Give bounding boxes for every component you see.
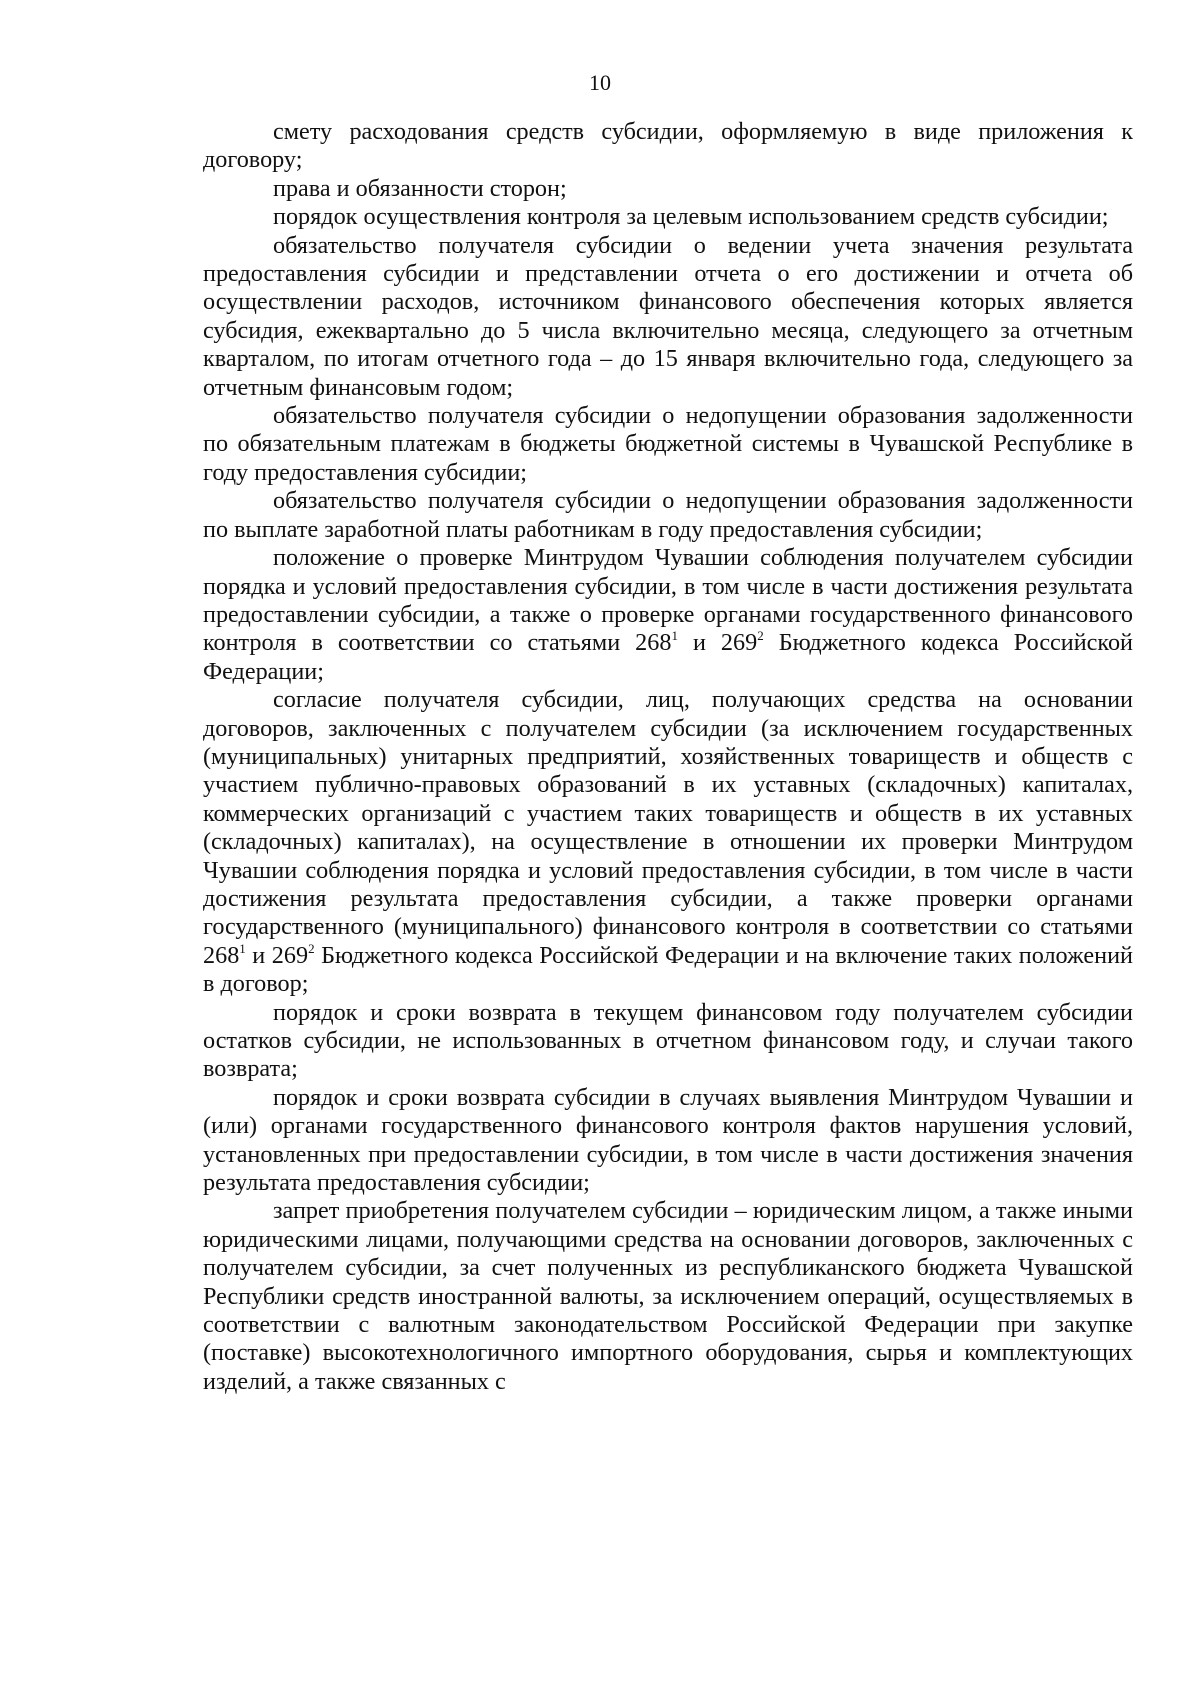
paragraph-reporting-obligation: обязательство получателя субсидии о ведении учета значения результата предоставления субсидии и представлении отчета о его достижении и отчета об осуществлении расходов, источником финансового обеспечения которых является субсидия, ежеквартально до 5 числа включительно месяца, следующего за отчетным кварталом, по итогам отчетного года – до 15 января включительно года, следующего за отчетным финансовым годом; — [203, 231, 1133, 401]
paragraph-control: порядок осуществления контроля за целевым использованием средств субсидии; — [273, 203, 1109, 231]
paragraph-rights: права и обязанности сторон; — [273, 174, 567, 202]
paragraph-currency-prohibition: запрет приобретения получателем субсидии – юридическим лицом, а также иными юридическими лицами, получающими средства на основании договоров, заключенных с получателем субсидии, за счет полученных из республиканского бюджета Чувашской Республики средств иностранной валюты, за исключением операций, осуществляемых в соответствии с валютным законодательством Российской Федерации при закупке (поставке) высокотехнологичного импортного оборудования, сырья и комплектующих изделий, а также связанных с — [203, 1197, 1133, 1395]
paragraph-inspection-provision — [203, 544, 1133, 686]
paragraph-estimate: смету расходования средств субсидии, оформляемую в виде приложения к договору; — [203, 118, 1133, 174]
footnote-superscript: 2 — [308, 940, 315, 956]
paragraph-wages-obligation: обязательство получателя субсидии о недопущении образования задолженности по выплате заработной платы работникам в году предоставления субсидии; — [203, 487, 1133, 543]
footnote-superscript: 1 — [671, 628, 678, 644]
consent-text-middle: и 269 — [245, 941, 309, 969]
paragraph-payments-obligation: обязательство получателя субсидии о недопущении образования задолженности по обязательным платежам в бюджеты бюджетной системы в Чувашской Республике в году предоставления субсидии; — [203, 402, 1133, 486]
footnote-superscript: 2 — [757, 628, 764, 644]
footnote-superscript: 1 — [239, 940, 246, 956]
paragraph-return-violations: порядок и сроки возврата субсидии в случаях выявления Минтрудом Чувашии и (или) органами государственного финансового контроля фактов нарушения условий, установленных при предоставлении субсидии, в том числе в части достижения значения результата предоставления субсидии; — [203, 1083, 1133, 1197]
paragraph-consent — [203, 686, 1133, 998]
inspection-text-middle: и 269 — [677, 629, 758, 657]
inspection-text-before: положение о проверке Минтрудом Чувашии соблюдения получателем субсидии порядка и условий предоставления субсидии, в том числе в части достижения результата предоставлении субсидии, а также о проверке органами государственного финансового контроля в соответствии со статьями 268 — [203, 544, 1133, 657]
document-body — [203, 118, 1133, 1396]
page-number: 10 — [589, 70, 611, 95]
consent-text-after: Бюджетного кодекса Российской Федерации и на включение таких положений в договор; — [203, 941, 1133, 998]
paragraph-return-balances: порядок и сроки возврата в текущем финансовом году получателем субсидии остатков субсидии, не использованных в отчетном финансовом году, и случаи такого возврата; — [203, 998, 1133, 1083]
consent-text-before: согласие получателя субсидии, лиц, получающих средства на основании договоров, заключенных с получателем субсидии (за исключением государственных (муниципальных) унитарных предприятий, хозяйственных товариществ и обществ с участием публично-правовых образований в их уставных (складочных) капиталах, коммерческих организаций с участием таких товариществ и обществ в их уставных (складочных) капиталах), на осуществление в отношении их проверки Минтрудом Чувашии соблюдения порядка и условий предоставления субсидии, в том числе в части достижения результата предоставления субсидии, а также проверки органами государственного (муниципального) финансового контроля в соответствии со статьями 268 — [203, 686, 1133, 969]
inspection-text-after: Бюджетного кодекса Российской Федерации; — [203, 629, 1133, 685]
